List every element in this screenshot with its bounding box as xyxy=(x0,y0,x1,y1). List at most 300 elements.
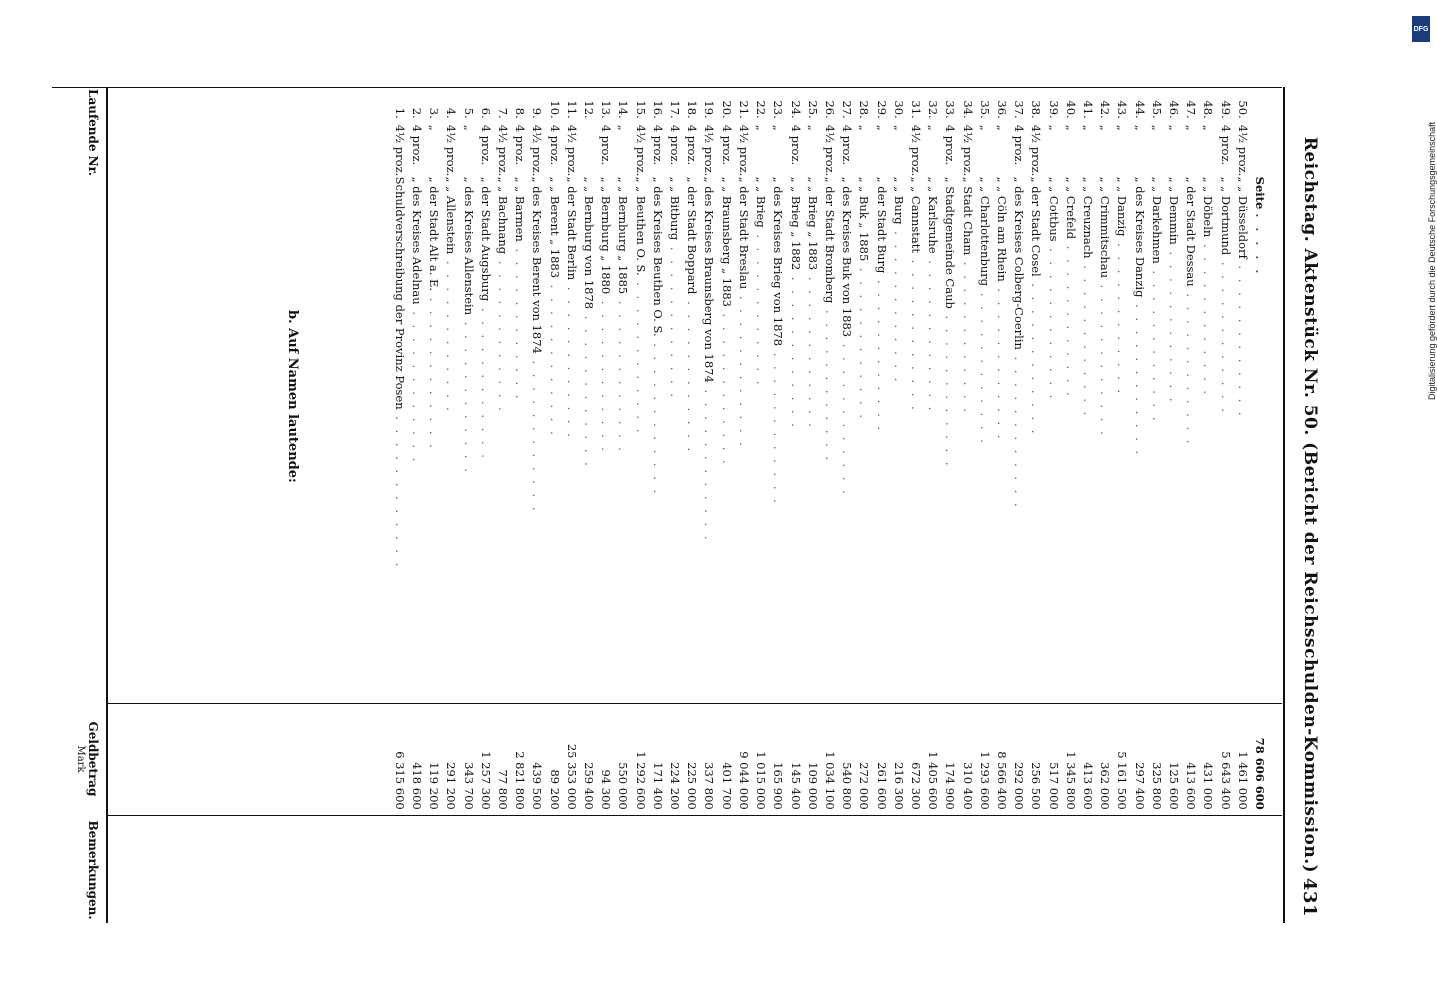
leader-dots: . . . . . . . . . . . . xyxy=(461,315,476,475)
row-remarks xyxy=(683,820,700,935)
leader-dots: . . . . . . . . . . . . xyxy=(1166,244,1181,405)
row-remarks xyxy=(631,820,648,935)
row-remarks xyxy=(1096,820,1113,935)
row-number: 2. xyxy=(410,107,425,119)
row-remarks xyxy=(597,820,614,935)
leader-dots: . . . . . . . . . . . . xyxy=(926,253,941,414)
row-amount: 325 800 xyxy=(1149,762,1164,810)
row-description xyxy=(1199,177,1216,692)
row-number: 10. xyxy=(547,100,562,119)
leader-dots: . . . . . . . . . . . . xyxy=(977,286,992,446)
table-row xyxy=(872,93,889,935)
row-interest-rate: 4½ proz. xyxy=(530,124,545,177)
row-number: 4. xyxy=(444,107,459,119)
row-amount: 1 015 000 xyxy=(754,751,769,810)
row-interest-rate: 4½ proz. xyxy=(822,124,837,177)
header-rule xyxy=(1283,87,1285,923)
table-row xyxy=(1216,93,1233,935)
row-number: 19. xyxy=(702,100,717,119)
row-interest-rate: „ xyxy=(427,124,442,131)
row-remarks xyxy=(924,820,941,935)
row-number: 6. xyxy=(478,107,493,119)
column-header-rule xyxy=(106,87,108,923)
table-row xyxy=(1079,93,1096,935)
row-description-text: „ „ Creuznach xyxy=(1080,176,1095,259)
row-interest-rate: „ xyxy=(891,124,906,131)
row-description xyxy=(425,177,442,692)
row-number: 14. xyxy=(616,100,631,119)
row-amount: 5 643 400 xyxy=(1218,751,1233,810)
row-remarks xyxy=(1182,820,1199,935)
row-interest-rate: „ xyxy=(1046,124,1061,131)
row-description-text: „ „ Bernburg „ 1880 xyxy=(599,176,614,295)
row-remarks xyxy=(838,820,855,935)
row-interest-rate: 4½ proz. xyxy=(392,124,407,177)
row-interest-rate: 4 proz. xyxy=(650,124,665,166)
row-description-text: „ „ Cottbus xyxy=(1046,176,1061,242)
running-title: Reichstag. Aktenstück Nr. 50. (Bericht der Reichsschulden-Kommission.) xyxy=(1300,136,1320,874)
row-number: 33. xyxy=(943,100,958,119)
row-description-text: „ „ Charlottenburg xyxy=(977,176,992,287)
leader-dots: . . . . . . . . . . . . xyxy=(1149,263,1164,424)
row-number: 26. xyxy=(822,100,837,119)
column-header-nr: Laufende Nr. xyxy=(86,89,100,177)
row-description-text: „ der Stadt Bromberg xyxy=(822,176,837,304)
leader-dots: . . . . . . . . . . . . xyxy=(1080,258,1095,419)
row-number: 23. xyxy=(771,100,786,119)
row-description-text: „ „ Buk „ 1885 xyxy=(857,176,872,262)
row-number: 7. xyxy=(496,107,511,119)
row-interest-rate: 4½ proz. xyxy=(736,124,751,177)
row-amount: 672 300 xyxy=(908,762,923,810)
row-interest-rate: 4½ proz. xyxy=(496,124,511,177)
row-amount: 272 000 xyxy=(857,762,872,810)
row-interest-rate: 4 proz. xyxy=(668,124,683,166)
row-amount: 2 821 800 xyxy=(513,751,528,810)
row-amount: 1 461 000 xyxy=(1235,751,1250,810)
row-number: 11. xyxy=(564,100,579,119)
row-description-text: „ der Stadt Alt a. E. xyxy=(427,176,442,292)
row-description xyxy=(391,177,408,692)
row-description-text: „ der Stadt Burg xyxy=(874,176,889,274)
row-description xyxy=(683,177,700,692)
row-interest-rate: „ xyxy=(1201,124,1216,131)
row-interest-rate: „ xyxy=(1115,124,1130,131)
row-number: 27. xyxy=(840,100,855,119)
table-row xyxy=(1010,93,1027,935)
row-number: 15. xyxy=(633,100,648,119)
leader-dots: . . . . . . . . . . . . xyxy=(633,275,648,436)
leader-dots: . . . . . . . . . . . . xyxy=(668,240,683,401)
row-amount: 343 700 xyxy=(461,762,476,810)
row-remarks xyxy=(752,820,769,935)
row-interest-rate: „ xyxy=(1184,124,1199,131)
table-row xyxy=(425,93,442,935)
row-amount: 431 000 xyxy=(1201,762,1216,810)
leader-dots: . . . . . . . . . . . . xyxy=(1115,236,1130,397)
leader-dots: . . . . . . . . . . . . xyxy=(444,254,459,414)
table-row xyxy=(1165,93,1182,935)
leader-dots: . . . . . . . . . . . . xyxy=(840,337,855,497)
row-amount: 224 200 xyxy=(668,762,683,810)
row-remarks xyxy=(1044,820,1061,935)
row-interest-rate: „ xyxy=(1166,124,1181,131)
leader-dots: . . . . . . . . . . . . xyxy=(582,309,597,469)
row-number: 48. xyxy=(1201,100,1216,119)
row-description xyxy=(1234,177,1251,692)
row-number: 13. xyxy=(599,100,614,119)
row-remarks xyxy=(872,820,889,935)
row-description-text: „ „ Crimmitschau xyxy=(1098,176,1113,278)
row-description-text: „ der Stadt Breslau xyxy=(736,176,751,290)
row-interest-rate: „ xyxy=(977,124,992,131)
row-description-text: „ „ Beuthen O. S. xyxy=(633,176,648,276)
row-description-text: „ „ Crefeld xyxy=(1063,176,1078,240)
row-description xyxy=(890,177,907,692)
row-number: 36. xyxy=(994,100,1009,119)
row-description xyxy=(1148,177,1165,692)
row-description-text: „ „ Bernburg „ 1885 xyxy=(616,176,631,295)
row-remarks xyxy=(993,820,1010,935)
row-description-text: „ „ Brieg „ 1883 xyxy=(805,176,820,271)
leader-dots: . . . . . . . . . . . . xyxy=(547,278,562,438)
row-number: 43. xyxy=(1115,100,1130,119)
row-description xyxy=(752,177,769,692)
row-remarks xyxy=(528,820,545,935)
row-number: 50. xyxy=(1235,100,1250,119)
row-description xyxy=(1062,177,1079,692)
table-row xyxy=(786,93,803,935)
row-number: 41. xyxy=(1080,100,1095,119)
row-number: 16. xyxy=(650,100,665,119)
row-number: 22. xyxy=(754,100,769,119)
row-description-text: „ „ Cannstatt xyxy=(908,176,923,253)
leader-dots: . . . . . . . . . . . . xyxy=(685,294,700,455)
row-amount: 401 700 xyxy=(719,762,734,810)
leader-dots: . . . . . . . . . . . . xyxy=(530,353,545,514)
row-amount: 362 000 xyxy=(1098,762,1113,810)
row-number: 44. xyxy=(1132,100,1147,119)
table-row xyxy=(855,93,872,935)
row-description xyxy=(1130,177,1147,692)
table-row xyxy=(1234,93,1251,935)
row-interest-rate: 4 proz. xyxy=(788,124,803,166)
row-amount: 9 044 000 xyxy=(736,751,751,810)
debt-table xyxy=(391,93,1268,935)
leader-dots: . . . . . . . . . . . . xyxy=(1012,349,1027,510)
row-description-text: „ des Kreises Adelnau xyxy=(410,176,425,305)
table-row xyxy=(958,93,975,935)
leader-dots: . . . . . . . . . . . . xyxy=(874,273,889,434)
row-description xyxy=(993,177,1010,692)
row-description-text: „ „ Allenstein xyxy=(444,176,459,255)
table-row xyxy=(631,93,648,935)
row-amount: 1 405 600 xyxy=(926,751,941,810)
row-number: 24. xyxy=(788,100,803,119)
row-description xyxy=(786,177,803,692)
row-description-text: „ „ Danzig xyxy=(1115,176,1130,237)
row-remarks xyxy=(976,820,993,935)
row-description xyxy=(1216,177,1233,692)
table-row xyxy=(1130,93,1147,935)
row-remarks xyxy=(1062,820,1079,935)
row-amount: 174 900 xyxy=(943,762,958,810)
table-row xyxy=(1148,93,1165,935)
row-amount: 297 400 xyxy=(1132,762,1147,810)
row-remarks xyxy=(1216,820,1233,935)
row-description-text: „ „ Bitburg xyxy=(668,176,683,241)
row-description-text: „ der Stadt Dessau xyxy=(1184,176,1199,287)
row-description-text: „ „ Berent „ 1883 xyxy=(547,176,562,279)
leader-dots: . . . . . . . . . . . . xyxy=(478,301,493,461)
row-remarks xyxy=(1027,820,1044,935)
row-description xyxy=(614,177,631,692)
row-description xyxy=(1027,177,1044,692)
row-remarks xyxy=(425,820,442,935)
row-amount: 439 500 xyxy=(530,762,545,810)
row-number: 46. xyxy=(1166,100,1181,119)
row-interest-rate: 4½ proz. xyxy=(633,124,648,177)
row-description xyxy=(855,177,872,692)
table-row xyxy=(907,93,924,935)
row-interest-rate: „ xyxy=(771,124,786,131)
row-interest-rate: „ xyxy=(805,124,820,131)
row-number: 31. xyxy=(908,100,923,119)
dfg-logo: DFG xyxy=(1412,16,1430,42)
row-remarks xyxy=(855,820,872,935)
total-row: Seite . . . . . 78 606 600 xyxy=(1251,93,1268,935)
row-description xyxy=(666,177,683,692)
leader-dots: . . . . . . . . . . . . xyxy=(1184,286,1199,447)
row-description xyxy=(872,177,889,692)
row-interest-rate: „ xyxy=(616,124,631,131)
row-amount: 8 566 400 xyxy=(994,751,1009,810)
rotated-document-page xyxy=(50,75,1340,935)
nr-column-rule xyxy=(52,87,1282,88)
row-interest-rate: 4½ proz. xyxy=(702,124,717,177)
row-remarks xyxy=(890,820,907,935)
row-description-text: „ „ Düsseldorf xyxy=(1235,176,1250,259)
row-description xyxy=(1044,177,1061,692)
row-amount: 291 200 xyxy=(444,762,459,810)
leader-dots: . . . . . . . . . . . . xyxy=(1029,276,1044,437)
row-interest-rate: „ xyxy=(874,124,889,131)
row-amount: 165 900 xyxy=(771,762,786,810)
row-description xyxy=(769,177,786,692)
row-interest-rate: „ xyxy=(926,124,941,131)
row-number: 17. xyxy=(668,100,683,119)
leader-dots: . . . . . . . . . . . . xyxy=(616,294,631,454)
row-description-text: „ „ Brieg „ 1882 xyxy=(788,176,803,271)
row-description xyxy=(563,177,580,692)
row-number: 30. xyxy=(891,100,906,119)
row-remarks xyxy=(408,820,425,935)
row-interest-rate xyxy=(580,125,597,177)
row-description xyxy=(1182,177,1199,692)
row-interest-rate: 4 proz. xyxy=(1218,124,1233,166)
row-remarks xyxy=(442,820,459,935)
row-number: 49. xyxy=(1218,100,1233,119)
row-remarks xyxy=(666,820,683,935)
row-number: 1. xyxy=(392,107,407,119)
row-description xyxy=(838,177,855,692)
table-row xyxy=(718,93,735,935)
leader-dots: . . . . . . . . . . . . xyxy=(599,294,614,454)
section-title: b. Auf Namen lautende: xyxy=(285,310,300,483)
row-remarks xyxy=(477,820,494,935)
row-amount: 1 257 300 xyxy=(478,751,493,810)
row-remarks xyxy=(786,820,803,935)
row-amount: 550 000 xyxy=(616,762,631,810)
leader-dots: . . . . . . . . . . . . xyxy=(496,254,511,414)
row-description xyxy=(718,177,735,692)
row-remarks xyxy=(614,820,631,935)
row-amount: 77 800 xyxy=(496,769,511,810)
row-amount: 1 293 600 xyxy=(977,751,992,810)
row-remarks xyxy=(580,820,597,935)
row-description-text: „ der Stadt Berlin xyxy=(564,176,579,281)
row-amount: 225 000 xyxy=(685,762,700,810)
table-row xyxy=(597,93,614,935)
row-amount: 145 400 xyxy=(788,762,803,810)
leader-dots: . . . . . . . . . . . . xyxy=(1063,239,1078,399)
row-description xyxy=(528,177,545,692)
leader-dots: . . . . . . . . . . . . xyxy=(1218,255,1233,415)
row-description-text: „ „ Braunsberg „ 1883 xyxy=(719,176,734,307)
row-number: 39. xyxy=(1046,100,1061,119)
row-interest-rate: 4 proz. xyxy=(685,124,700,166)
row-remarks xyxy=(700,820,717,935)
row-remarks xyxy=(649,820,666,935)
row-description xyxy=(1010,177,1027,692)
row-description xyxy=(631,177,648,692)
row-description-text: „ des Kreises Beuthen O. S. xyxy=(650,176,665,337)
row-remarks xyxy=(511,820,528,935)
row-description-text: „ „ Burg xyxy=(891,176,906,225)
row-remarks xyxy=(1234,820,1251,935)
leader-dots: . . . . . . . . . . . . xyxy=(805,270,820,430)
row-remarks xyxy=(1199,820,1216,935)
table-row xyxy=(924,93,941,935)
row-remarks xyxy=(494,820,511,935)
row-description-text: „ der Stadt Augsburg xyxy=(478,176,493,302)
table-row xyxy=(838,93,855,935)
row-remarks xyxy=(1165,820,1182,935)
table-row xyxy=(666,93,683,935)
leader-dots: . . . . . . . . . . . . xyxy=(719,306,734,467)
row-remarks xyxy=(718,820,735,935)
row-interest-rate: 4 proz. xyxy=(840,124,855,166)
row-description-text: „ Stadt Cham xyxy=(960,176,975,256)
leader-dots: . . . . . . . . . . . . xyxy=(788,270,803,430)
row-amount: 256 500 xyxy=(1029,762,1044,810)
table-row xyxy=(752,93,769,935)
row-amount: 259 400 xyxy=(582,762,597,810)
row-amount: 1 345 800 xyxy=(1063,751,1078,810)
leader-dots: . . . . . . . . . . . . xyxy=(994,281,1009,442)
table-row xyxy=(993,93,1010,935)
table-row xyxy=(683,93,700,935)
row-description-text: „ Stadtgemeinde Caub xyxy=(943,176,958,309)
dfg-note-text: Digitalisierung gefördert durch die Deutsche Forschungsgemeinschaft xyxy=(1427,121,1437,400)
row-description xyxy=(1079,177,1096,692)
table-row xyxy=(976,93,993,935)
row-interest-rate: 4 proz. xyxy=(478,124,493,166)
row-number: 20. xyxy=(719,100,734,119)
row-description xyxy=(459,177,476,692)
row-description-text: „ „ Demmin xyxy=(1166,176,1181,245)
table-row xyxy=(1096,93,1113,935)
row-remarks xyxy=(1079,820,1096,935)
row-amount: 413 600 xyxy=(1184,762,1199,810)
row-number: 47. xyxy=(1184,100,1199,119)
row-amount: 119 200 xyxy=(427,762,442,810)
row-amount: 216 300 xyxy=(891,762,906,810)
row-description xyxy=(735,177,752,692)
row-description xyxy=(408,177,425,692)
leader-dots: . . . . . . . . . . . . xyxy=(908,253,923,413)
row-remarks xyxy=(735,820,752,935)
leader-dots: . . . . . . . . . . . . xyxy=(1235,258,1250,419)
row-number: 8. xyxy=(513,107,528,119)
table-row xyxy=(408,93,425,935)
table-row xyxy=(649,93,666,935)
row-remarks xyxy=(563,820,580,935)
table-row xyxy=(511,93,528,935)
row-description xyxy=(511,177,528,692)
row-remarks xyxy=(958,820,975,935)
row-description xyxy=(597,177,614,692)
leader-dots: . . . . . . . . . . . . xyxy=(427,291,442,451)
row-amount: 6 315 600 xyxy=(392,751,407,810)
row-interest-rate: 4½ proz. xyxy=(564,124,579,177)
row-interest-rate: „ xyxy=(1149,124,1164,131)
row-interest-rate: „ xyxy=(754,124,769,131)
row-remarks xyxy=(804,820,821,935)
row-amount: 418 600 xyxy=(410,762,425,810)
row-interest-rate: „ xyxy=(1080,124,1095,131)
row-description-text: Schuldverschreibung der Provinz Posen xyxy=(392,176,407,410)
row-number: 42. xyxy=(1098,100,1113,119)
row-remarks xyxy=(941,820,958,935)
row-description-text: „ des Kreises Allenstein xyxy=(461,176,476,316)
row-remarks xyxy=(1010,820,1027,935)
row-remarks xyxy=(391,820,408,935)
total-label: Seite xyxy=(1253,176,1267,210)
total-amount: 78 606 600 xyxy=(1253,737,1267,810)
table-row xyxy=(545,93,562,935)
row-amount: 89 200 xyxy=(547,769,562,810)
row-remarks xyxy=(459,820,476,935)
row-interest-rate: 4 proz. xyxy=(513,124,528,166)
row-number: 21. xyxy=(736,100,751,119)
row-number: 34. xyxy=(960,100,975,119)
row-description-text: „ des Kreises Danzig xyxy=(1132,176,1147,298)
currency-label: Mark xyxy=(75,745,86,773)
row-amount: 1 292 600 xyxy=(633,751,648,810)
row-remarks xyxy=(1148,820,1165,935)
row-interest-rate: 4 proz. xyxy=(599,124,614,166)
row-description-text: „ des Kreises Berent von 1874 xyxy=(530,176,545,354)
row-remarks xyxy=(1113,820,1130,935)
row-amount: 171 400 xyxy=(650,762,665,810)
row-description-text: „ „ Bernburg von 1878 xyxy=(582,176,597,310)
table-row xyxy=(391,93,408,935)
leader-dots: . . . . . . . . . . . . xyxy=(857,261,872,421)
row-remarks xyxy=(1130,820,1147,935)
row-description xyxy=(804,177,821,692)
row-amount: 109 000 xyxy=(805,762,820,810)
